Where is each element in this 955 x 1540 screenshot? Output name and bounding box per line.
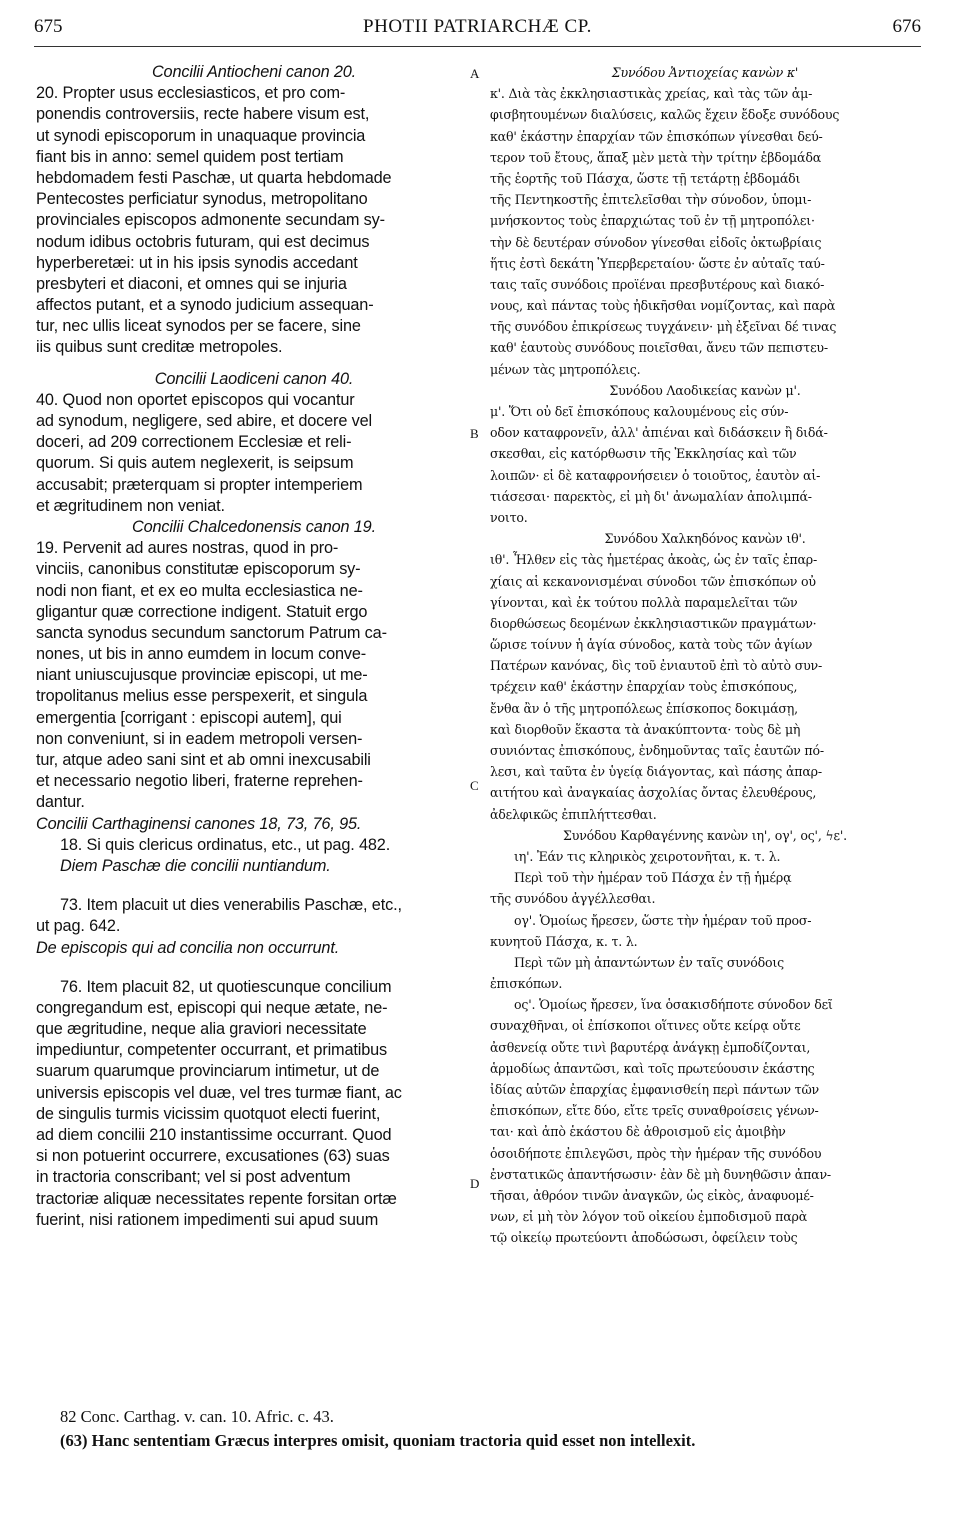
greek-text-line: ἐπισκόπων, εἴτε δύο, εἴτε τρεῖς συναθροίσεις γένων-: [490, 1103, 819, 1119]
greek-text-line: ται· καὶ ἀπὸ ἑκάστου δὲ ἀθροισμοῦ εἰς ἀμοιβὴν: [490, 1124, 786, 1140]
greek-text-line: τῆς συνόδου ἀγγέλλεσθαι.: [490, 891, 656, 907]
latin-text-line: vinciis, canonibus constitutæ episcoporum sy-: [36, 560, 361, 579]
latin-text-line: accusabit; præterquam si propter intemperiem: [36, 475, 363, 494]
greek-text-line: ἥτις ἐστὶ δεκάτη Ὑπερβερεταίου· ὥστε ἐν αὐταῖς ταύ-: [490, 255, 825, 271]
latin-text-line: sancta synodus secundum sanctorum Patrum ca-: [36, 623, 387, 642]
margin-letter-a: A: [470, 66, 480, 81]
latin-text-line: provinciales episcopos admonente secundam sy-: [36, 211, 385, 230]
greek-text-line: ἰδίας αὐτῶν ἐπαρχίας ἐμφανισθείη περὶ πάντων τῶν: [490, 1082, 819, 1097]
latin-text-line: 73. Item placuit ut dies venerabilis Paschæ, etc.,: [60, 896, 402, 915]
greek-text-line: Συνόδου Ἀντιοχείας κανὼν κ': [611, 65, 799, 80]
greek-text-line: ὁσοιδήποτε ἐπιλεγῶσι, πρὸς τὴν ἡμέραν τῆς συνόδου: [490, 1145, 822, 1161]
latin-text-line: 20. Propter usus ecclesiasticos, et pro com-: [36, 84, 346, 103]
latin-text-line: de singulis turmis vicissim quotquot electi fuerint,: [36, 1104, 381, 1123]
greek-text-line: νων, εἰ μὴ τὸν λόγον τοῦ οἰκείου ἐμποδισμοῦ παρὰ: [490, 1209, 808, 1225]
latin-text-line: doceri, ad 209 correctionem Ecclesiæ et reli-: [36, 433, 352, 452]
latin-text-line: Concilii Carthaginensi canones 18, 73, 76, 95.: [36, 814, 362, 833]
greek-text-line: οδον καταφρονεῖν, ἀλλ' ἀπιέναι καὶ διδάσκειν ἢ διδά-: [490, 425, 828, 441]
latin-text-line: hebdomadem festi Paschæ, ut quarta hebdomade: [36, 168, 392, 187]
latin-text-line: ut pag. 642.: [36, 917, 121, 936]
greek-text-line: Συνόδου Καρθαγέννης κανὼν ιη', ογ', ος', ϟε'.: [563, 827, 847, 843]
left-page-number: 675: [34, 16, 63, 37]
margin-letter-c: C: [470, 778, 479, 793]
greek-text-line: ταις ταῖς συνόδοις προϊέναι πρεσβυτέρους καὶ διακό-: [490, 276, 825, 292]
latin-text-line: tropolitanus melius esse perspexerit, et singula: [36, 687, 368, 706]
greek-text-line: λοιπῶν· εἰ δὲ καταφρονήσειεν ὁ τοιοῦτος, ἑαυτὸν αἰ-: [490, 467, 821, 483]
greek-text-line: τῷ οἰκείῳ πρωτεύοντι ἀποδώσωσι, ὀφείλειν τοὺς: [490, 1230, 798, 1246]
latin-text-line: ad diem concilii 210 instantissime occurrant. Quod: [36, 1126, 392, 1144]
greek-text-line: καθ' ἑαυτοὺς συνόδους ποιεῖσθαι, ἄνευ τῶν πεπιστευ-: [490, 340, 828, 356]
greek-text-line: Περὶ τῶν μὴ ἀπαντώντων ἐν ταῖς συνόδοις: [514, 954, 784, 970]
header-rule: [34, 46, 921, 47]
greek-text-line: Συνόδου Χαλκηδόνος κανὼν ιθ'.: [604, 531, 806, 547]
greek-text-line: ος'. Ὁμοίως ἤρεσεν, ἵνα ὁσακισδήποτε σύνοδον δεῖ: [514, 997, 833, 1013]
footnote-82: 82 Conc. Carthag. v. can. 10. Afric. c. 43.: [60, 1407, 334, 1426]
latin-text-line: tractoriæ aliquæ necessitates repente forsitan ortæ: [36, 1189, 397, 1208]
latin-text-line: et ægritudinem non veniat.: [36, 496, 225, 515]
right-page-number: 676: [892, 16, 921, 37]
greek-text-line: ὥρισε τοίνυν ἡ ἁγία σύνοδος, κατὰ τοὺς τῶν ἁγίων: [490, 637, 813, 653]
latin-text-line: ut synodi episcoporum in unaquaque provincia: [36, 126, 366, 145]
greek-text-line: καθ' ἑκάστην ἐπαρχίαν τῶν ἐπισκόπων γίνεσθαι δεύ-: [490, 128, 823, 144]
greek-text-line: αιτήτου καὶ ἀναγκαίας ἀσχολίας ὄντας ἐλευθέρους,: [490, 785, 817, 801]
greek-text-line: φισβητουμένων διαλύσεις, καλῶς ἔχειν ἔδοξε συνόδους: [490, 107, 840, 123]
latin-text-line: tur, atque adeo sani sint et ab omni inexcusabili: [36, 751, 371, 769]
latin-text-line: tur, nec ullis liceat synodos per se facere, sine: [36, 317, 361, 336]
footnotes: [60, 1405, 920, 1453]
greek-text-line: συναχθῆναι, οἱ ἐπίσκοποι οἵτινες οὔτε κείρᾳ οὔτε: [490, 1018, 801, 1034]
latin-text-line: [36, 877, 472, 895]
greek-text-line: νους, καὶ πάντας τοὺς ἠδικῆσθαι νομίζοντας, καὶ παρὰ: [490, 298, 836, 314]
latin-text-line: universis episcopis vel duæ, vel tres turmæ fiant, ac: [36, 1083, 402, 1102]
latin-text-line: ad synodum, negligere, sed abire, et docere vel: [36, 412, 372, 430]
latin-text-line: 18. Si quis clericus ordinatus, etc., ut pag. 482.: [60, 835, 391, 854]
greek-text-line: Συνόδου Λαοδικείας κανὼν μ'.: [609, 382, 801, 398]
latin-text-line: affectos putant, et a synodo judicium assequan-: [36, 296, 374, 315]
greek-text-line: συνιόντας ἐπισκόπους, ἐνδημοῦντας ταῖς ἑαυτῶν πό-: [490, 743, 824, 758]
greek-text-line: μνήσκοντος τοὺς ἐπαρχιώτας τοῦ ἐν τῇ μητροπόλει·: [490, 213, 815, 229]
latin-text-line: nodum idibus octobris futuram, qui est decimus: [36, 232, 370, 251]
greek-text-line: λεσι, καὶ ταῦτα ἐν ὑγείᾳ διάγοντας, καὶ πάσης ἀπαρ-: [490, 764, 822, 780]
greek-text-line: καὶ διορθοῦν ἕκαστα τὰ ἀνακύπτοντα· τοὺς δὲ μὴ: [490, 721, 801, 737]
greek-text-line: τιάσεσαι· παρεκτὸς, εἰ μὴ δι' ἀνωμαλίαν ἀπολιμπά-: [490, 488, 812, 504]
greek-text-line: τὴν δὲ δευτέραν σύνοδον γίνεσθαι εἰδοῖς ὀκτωβρίαις: [490, 234, 822, 250]
footnote-63: (63) Hanc sententiam Græcus interpres omisit, quoniam tractoria quid esset non intellexit.: [60, 1431, 696, 1450]
running-header: [34, 16, 921, 46]
latin-text-line: impediuntur, competenter occurrant, et primatibus: [36, 1041, 388, 1060]
latin-text-line: 40. Quod non oportet episcopos qui vocantur: [36, 390, 355, 409]
latin-text-line: congregandum est, episcopi qui neque ætate, ne-: [36, 998, 388, 1017]
latin-text-line: 19. Pervenit ad aures nostras, quod in pro-: [36, 539, 339, 558]
running-title: PHOTII PATRIARCHÆ CP.: [363, 16, 592, 37]
latin-text-line: non conveniunt, si in eadem metropoli versen-: [36, 729, 363, 748]
latin-text-line: Diem Paschæ die concilii nuntiandum.: [60, 856, 331, 875]
greek-text-line: ἁρμοδίως ἀπαντῶσι, καὶ τοῖς πρωτεύουσιν ἑκάστης: [490, 1060, 815, 1076]
latin-text-line: nodi non fiant, et ex eo multa ecclesiastica ne-: [36, 581, 363, 600]
latin-text-line: Pentecostes perficiatur synodus, metropolitano: [36, 190, 368, 209]
greek-column: [490, 62, 920, 1249]
latin-text-line: [36, 959, 472, 977]
latin-text-line: presbyteri et diaconi, et omnes qui se injuria: [36, 274, 347, 293]
greek-text-line: ιη'. Ἐάν τις κληρικὸς χειροτονῆται, κ. τ. λ.: [514, 848, 781, 864]
greek-text-line: ἀδελφικῶς ἐπιπλήττεσθαι.: [490, 806, 657, 822]
latin-text-line: que ægritudine, neque alia graviori necessitate: [36, 1020, 367, 1039]
margin-letter-b: B: [470, 426, 479, 441]
greek-text-line: τῆς Πεντηκοστῆς ἐπιτελεῖσθαι τὴν σύνοδον, ὑπομι-: [490, 192, 812, 208]
latin-text-line: nones, ut bis in anno eumdem in locum conve-: [36, 645, 367, 664]
greek-text-line: Πατέρων κανόνας, δὶς τοῦ ἐνιαυτοῦ ἐπὶ τὸ αὐτὸ συν-: [490, 658, 823, 674]
latin-text-line: fiant bis in anno: semel quidem post tertiam: [36, 147, 344, 166]
greek-text-line: σκεσθαι, εἰς κατόρθωσιν τῆς Ἐκκλησίας καὶ τῶν: [490, 446, 797, 462]
latin-text-line: Concilii Laodiceni canon 40.: [154, 369, 354, 388]
greek-text-line: τῆς συνόδου ἐπικρίσεως τυγχάνειν· μὴ ἐξεῖναι δέ τινας: [490, 319, 837, 335]
latin-text-line: hyperberetæi: ut in his ipsis synodis accedant: [36, 253, 358, 272]
greek-text-line: τῆσαι, ἀθρόον τινῶν ἀναγκῶν, ὡς εἰκὸς, ἀναφυομέ-: [490, 1187, 814, 1203]
greek-text-line: ἐνστατικῶς ἀπαντήσωσιν· ἐὰν δὲ μὴ δυνηθῶσιν ἀπαν-: [490, 1166, 831, 1182]
latin-text-line: De episcopis qui ad concilia non occurrunt.: [36, 938, 340, 957]
greek-text-line: μ'. Ὅτι οὐ δεῖ ἐπισκόπους καλουμένους εἰς σύν-: [490, 404, 789, 419]
greek-text-line: ἐπισκόπων.: [490, 976, 563, 992]
latin-text-line: suarum quarumque provinciarum intimetur, ut de: [36, 1062, 380, 1081]
greek-text-line: ογ'. Ὁμοίως ἤρεσεν, ὥστε τὴν ἡμέραν τοῦ προσ-: [514, 912, 812, 928]
greek-text-line: κ'. Διὰ τὰς ἐκκλησιαστικὰς χρείας, καὶ τὰς τῶν ἀμ-: [490, 86, 813, 102]
greek-text-line: χίαις αἱ κεκανονισμέναι σύνοδοι τῶν ἐπισκόπων οὐ: [490, 573, 816, 589]
latin-text-line: fuerint, nisi rationem impedimenti sui apud suum: [36, 1210, 379, 1229]
greek-text-line: γίνονται, καὶ ἐκ τούτου πολλὰ παραμελεῖται τῶν: [490, 594, 798, 610]
latin-text-line: 76. Item placuit 82, ut quotiescunque concilium: [60, 977, 392, 996]
greek-text-line: τρέχειν καθ' ἑκάστην ἐπαρχίαν τοὺς ἐπισκόπους,: [490, 679, 798, 695]
latin-text-line: in tractoria conscribant; vel si post adventum: [36, 1168, 351, 1187]
greek-text-line: μένων τὰς μητροπόλεις.: [490, 361, 641, 377]
latin-text-line: iis quibus sunt creditæ metropoles.: [36, 338, 283, 357]
greek-text-line: τῆς ἑορτῆς τοῦ Πάσχα, ὥστε τῇ τετάρτῃ ἑβδομάδι: [490, 170, 801, 186]
latin-text-line: dantur.: [36, 793, 85, 812]
latin-text-line: gligantur quæ correctione indigent. Statuit ergo: [36, 602, 368, 621]
greek-text-line: διορθώσεως δεομένων ἐκκλησιαστικῶν πραγμάτων·: [490, 615, 817, 631]
latin-text-line: emergentia [corrigant : episcopi autem], qui: [36, 708, 342, 727]
greek-text-line: κυνητοῦ Πάσχα, κ. τ. λ.: [490, 933, 638, 949]
greek-text-line: ιθ'. Ἦλθεν εἰς τὰς ἡμετέρας ἀκοὰς, ὡς ἐν ταῖς ἐπαρ-: [490, 552, 818, 568]
greek-text-line: ἔνθα ἂν ὁ τῆς μητροπόλεως ἐπίσκοπος δοκιμάσῃ,: [490, 700, 798, 716]
greek-text-line: Περὶ τοῦ τὴν ἡμέραν τοῦ Πάσχα ἐν τῇ ἡμέρᾳ: [514, 870, 792, 886]
latin-text-line: quorum. Si quis autem neglexerit, is seipsum: [36, 454, 354, 473]
latin-text-line: Concilii Antiocheni canon 20.: [151, 63, 357, 81]
greek-text-line: ἀσθενείᾳ οὔτε τινὶ βαρυτέρᾳ ἀνάγκῃ ἐμποδίζονται,: [490, 1039, 811, 1055]
latin-text-line: [36, 359, 472, 369]
latin-column: [36, 62, 472, 1231]
margin-letter-d: D: [470, 1176, 480, 1191]
greek-text-line: νοιτο.: [490, 509, 528, 525]
latin-text-line: niant uniuscujusque provinciæ episcopi, ut me-: [36, 666, 368, 685]
greek-text-line: τερον τοῦ ἔτους, ἅπαξ μὲν μετὰ τὴν τρίτην ἑβδομάδα: [490, 149, 822, 165]
latin-text-line: et necessario negotio liberi, fraterne reprehen-: [36, 772, 363, 791]
latin-text-line: ponendis controversiis, recte habere visum est,: [36, 105, 370, 124]
latin-text-line: si non potuerint occurrere, excusationes (63) suas: [36, 1147, 390, 1166]
latin-text-line: Concilii Chalcedonensis canon 19.: [132, 517, 376, 536]
